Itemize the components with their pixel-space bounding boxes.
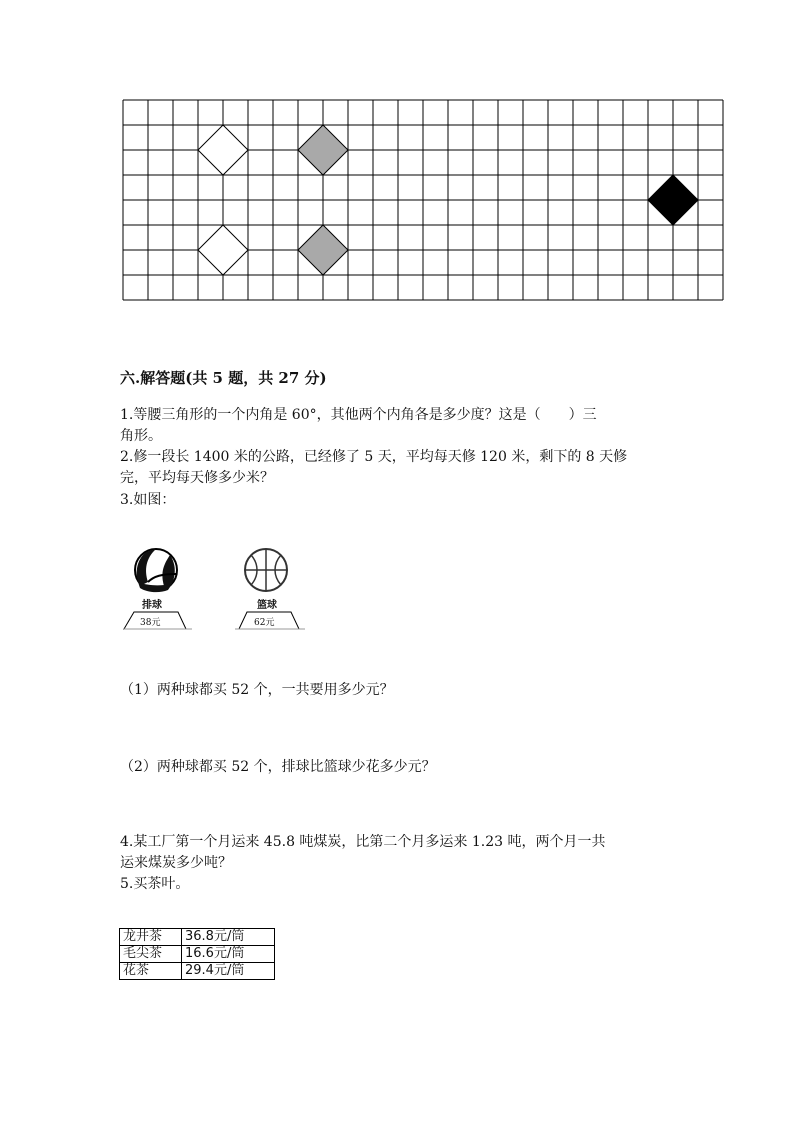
- question-1-line-2: 角形。: [120, 428, 162, 444]
- tea-price: 16.6元/筒: [182, 946, 275, 963]
- question-3-sub-1: （1）两种球都买 52 个，一共要用多少元？: [120, 682, 394, 698]
- white-diamond: [198, 225, 248, 275]
- basketball-figure: [235, 540, 310, 635]
- tea-price: 36.8元/筒: [182, 929, 275, 946]
- tea-name: 花茶: [120, 963, 182, 980]
- question-3-label: 3.如图：: [120, 492, 176, 508]
- volleyball-name: 排球: [142, 600, 162, 611]
- table-row: [120, 963, 275, 980]
- table-row: [120, 946, 275, 963]
- question-1-line-1: 1.等腰三角形的一个内角是 60°，其他两个内角各是多少度？这是（ ）三: [120, 407, 597, 423]
- volleyball-price: 38元: [140, 618, 161, 628]
- gray-diamond: [298, 125, 348, 175]
- question-3-sub-2: （2）两种球都买 52 个，排球比篮球少花多少元？: [120, 759, 436, 775]
- gray-diamond: [298, 225, 348, 275]
- square-grid-figure: [120, 98, 726, 304]
- question-2-line-2: 完，平均每天修多少米？: [120, 470, 274, 486]
- tea-name: 龙井茶: [120, 929, 182, 946]
- volleyball-figure: [120, 540, 195, 635]
- grid-lines: [123, 100, 723, 300]
- question-4-line-1: 4.某工厂第一个月运来 45.8 吨煤炭，比第二个月多运来 1.23 吨，两个月一共: [120, 834, 606, 850]
- black-diamond: [648, 175, 698, 225]
- tea-name: 毛尖茶: [120, 946, 182, 963]
- tea-price: 29.4元/筒: [182, 963, 275, 980]
- question-5-label: 5.买茶叶。: [120, 876, 190, 892]
- question-4-line-2: 运来煤炭多少吨？: [120, 855, 232, 871]
- basketball-price: 62元: [254, 618, 275, 628]
- question-2-line-1: 2.修一段长 1400 米的公路，已经修了 5 天，平均每天修 120 米，剩下的 8 天修: [120, 449, 628, 465]
- table-row: [120, 929, 275, 946]
- section-title: 六.解答题(共 5 题，共 27 分): [120, 369, 327, 387]
- tea-price-table: [119, 928, 275, 980]
- white-diamond: [198, 125, 248, 175]
- basketball-name: 篮球: [257, 600, 277, 611]
